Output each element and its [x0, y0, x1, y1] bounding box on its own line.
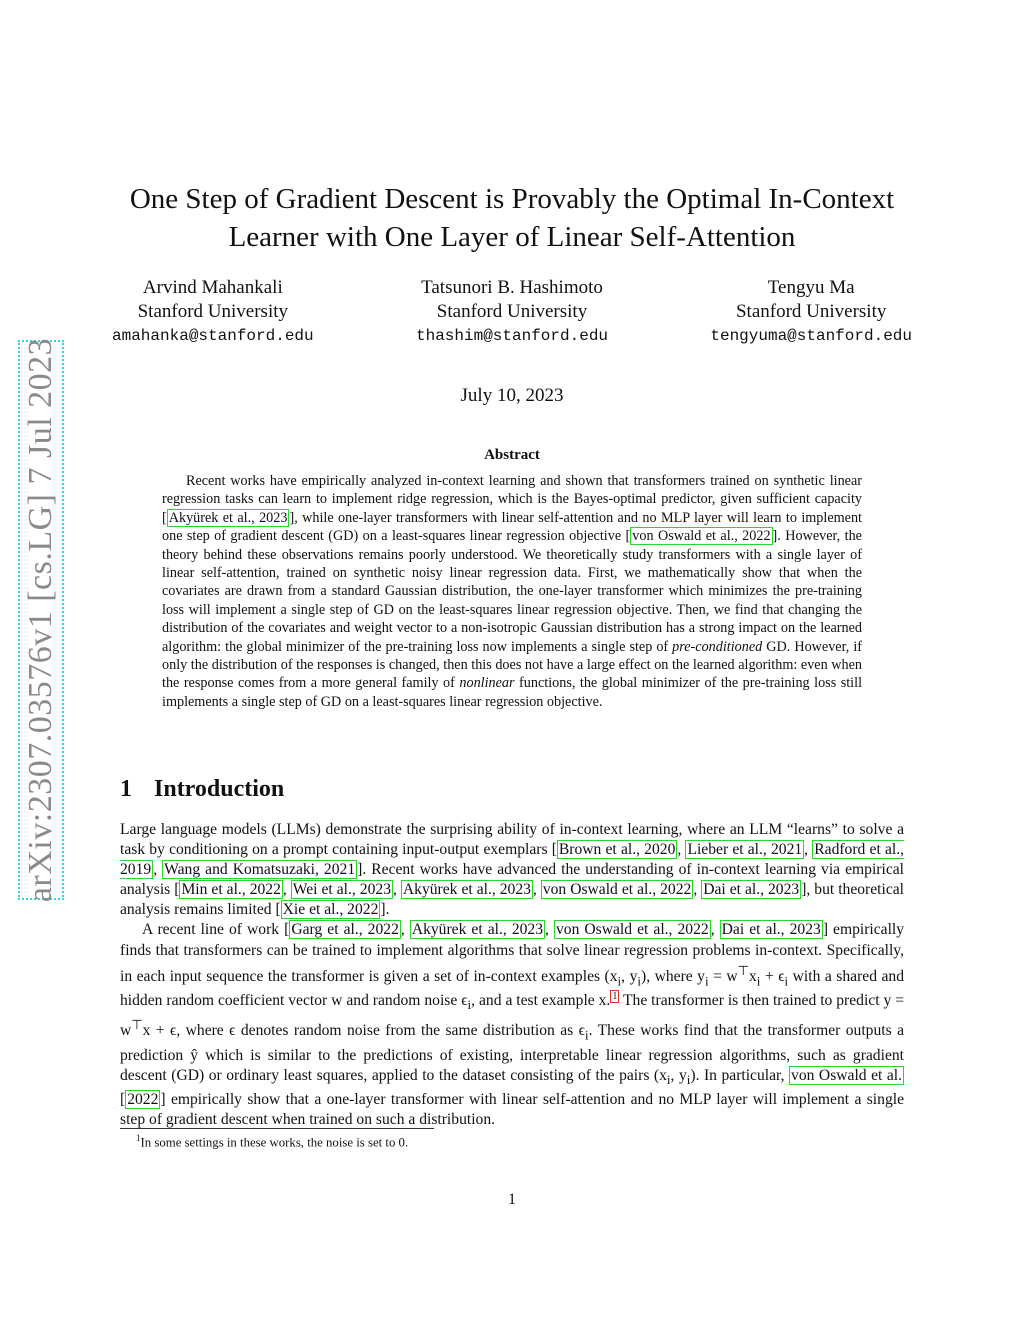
abstract-text: GD. However, if only the distribution of the responses is changed, then this does not have a large effect on the learned algorithm: even when the response comes from a more general family of: [162, 638, 862, 692]
text: ]. Recent works have advanced the understanding of in-context learning via empirical analysis [: [120, 861, 905, 899]
citation-link[interactable]: Akyürek et al., 2023: [402, 881, 531, 899]
abstract-text: ]. However, the theory behind these observations remains poorly understood. We theoretically study transformers with a single layer of linear self-attention, trained on synthetic noisy linear regression data. First, we mathematically show that when the covariates are drawn from a standard Gaussian distribution, the one-layer transformer which minimizes the pre-training loss will implement a single step of GD on the least-squares linear regression objective. Then, we find that changing the distribution of the covariates and weight vector to a non-isotropic Gaussian distribution has a strong impact on the learned algorithm: the global minimizer of the pre-training loss now implements a single step of: [162, 528, 862, 655]
math-superscript: ⊤: [737, 962, 749, 978]
author-block: [112, 276, 912, 348]
abstract-text: functions, the global minimizer of the pre-training loss still implements a single step of GD on a least-squares linear regression objective.: [162, 675, 863, 710]
author-name: Arvind Mahankali: [142, 277, 283, 298]
citation-link[interactable]: Min et al., 2022: [181, 881, 281, 899]
math-subscript: i: [584, 1027, 589, 1043]
math-subscript: i: [666, 1071, 671, 1087]
footnote-divider: [120, 1128, 434, 1129]
title-line-2: Learner with One Layer of Linear Self-Attention: [228, 221, 796, 253]
publication-date: July 10, 2023: [460, 385, 564, 406]
citation-link[interactable]: Wang and Komatsuzaki, 2021: [164, 861, 356, 879]
math-subscript: i: [756, 972, 761, 988]
text: ], but theoretical analysis remains limited [: [120, 881, 904, 919]
math-subscript: i: [784, 972, 789, 988]
text: empirically show that a one-layer transformer with linear self-attention and no MLP layer will implement a single step of gradient descent when trained on such a distribution.: [120, 1090, 904, 1129]
introduction-body: [120, 820, 904, 1130]
text: ), where y: [641, 967, 705, 985]
citation-link[interactable]: von Oswald et al., 2022: [542, 881, 692, 899]
section-number: 1: [120, 776, 132, 802]
author-email[interactable]: tengyuma@stanford.edu: [710, 327, 912, 345]
text: + ϵ: [760, 967, 785, 985]
abstract-text: ], while one-layer transformers with linear self-attention and no MLP layer will learn to implement one step of gradient descent (GD) on a least-squares linear regression objective [: [162, 509, 862, 545]
page-number: 1: [508, 1191, 516, 1208]
math-subscript: i: [704, 972, 709, 988]
math-subscript: i: [686, 1071, 691, 1087]
footnote-text: In some settings in these works, the noise is set to 0.: [140, 1135, 409, 1150]
citation-link[interactable]: Dai et al., 2023: [703, 881, 800, 899]
text: = w: [708, 967, 738, 985]
citation-link[interactable]: Xie et al., 2022: [282, 901, 379, 919]
text: , y: [621, 967, 638, 985]
arxiv-stamp-text: arXiv:2307.03576v1 [cs.LG] 7 Jul 2023: [22, 337, 59, 903]
text: ] empirically finds that transformers can be trained to implement algorithms that solve linear regression problems in-context. Specifically, in each input sequence the transformer is given a set of in-context examples (x: [120, 921, 905, 985]
text: , y: [670, 1066, 687, 1084]
abstract-text: Recent works have empirically analyzed in-context learning and shown that transformers trained on synthetic linear regression tasks can learn to implement ridge regression, which is the Bayes-optimal predictor, given sufficient capacity [: [162, 473, 862, 526]
math-subscript: i: [637, 972, 641, 988]
section-heading: [120, 776, 284, 803]
citation-link[interactable]: von Oswald et al., 2022: [632, 528, 771, 545]
text: ].: [380, 901, 390, 919]
abstract-emphasis: nonlinear: [459, 675, 515, 692]
math-superscript: ⊤: [131, 1017, 143, 1033]
citation-link[interactable]: Garg et al., 2022: [291, 921, 399, 939]
author-name: Tengyu Ma: [767, 277, 855, 298]
abstract-emphasis: pre-conditioned: [672, 638, 763, 655]
author-affiliation: Stanford University: [735, 301, 887, 322]
citation-link[interactable]: Lieber et al., 2021: [687, 841, 803, 859]
citation-link[interactable]: Radford et al., 2019: [120, 841, 905, 879]
paper-title: [112, 180, 912, 256]
title-line-1: One Step of Gradient Descent is Provably the Optimal In-Context: [129, 183, 895, 215]
citation-link[interactable]: 2022: [127, 1090, 159, 1108]
math-subscript: i: [467, 997, 472, 1013]
text: x + ϵ, where ϵ denotes random noise from the same distribution as ϵ: [142, 1022, 585, 1040]
math-subscript: i: [617, 972, 622, 988]
abstract-heading: Abstract: [484, 447, 540, 463]
text: . These works find that the transformer outputs a prediction ŷ which is similar to the predictions of existing, interpretable linear regression algorithms, such as gradient descent (GD) or ordinary least squares, applied to the dataset consisting of the pairs (x: [120, 1022, 904, 1084]
paragraph: A recent line of work [ Garg et al., 2022 , Akyürek et al., 2023 , von Oswald et al., 2022 , Dai et al., 2023 ] empirically finds that transformers can be trained to implement algorithms that solve linear regression problems in-context. Specifically, in each input sequence the transformer is given a set of in-context examples ($x_i$, $y_i$), where $y_i = w^⊤x_i + \epsilon_i$ with a shared and hidden random coefficient vector w and random noise $\epsilon_i$, and a test example x. $^1$ The transformer is then trained to predict y = w⊤x + ϵ, where ϵ denotes random noise from the same distribution as $\epsilon_i$. These works find that the transformer outputs a prediction ŷ which is similar to the predictions of existing, interpretable linear regression algorithms, such as gradient descent (GD) or ordinary least squares, applied to the dataset consisting of the pairs ($x_i$, $y_i$). In particular, von Oswald et al. [ 2022 ] empirically show that a one-layer transformer with linear self-attention and no MLP layer will implement a single step of gradient descent when trained on such a distribution.: [120, 921, 905, 1129]
arxiv-stamp: [18, 337, 64, 903]
author-affiliation: Stanford University: [137, 301, 289, 322]
paragraph: Large language models (LLMs) demonstrate the surprising ability of in-context learning, where an LLM “learns” to solve a task by conditioning on a prompt containing input-output exemplars [ Brown et al., 2020 , Lieber et al., 2021 , Radford et al., 2019 , Wang and Komatsuzaki, 2021 ]. Recent works have advanced the understanding of in-context learning via empirical analysis [ Min et al., 2022 , Wei et al., 2023 , Akyürek et al., 2023 , von Oswald et al., 2022 , Dai et al., 2023 ], but theoretical analysis remains limited [ Xie et al., 2022 ].: [120, 821, 905, 919]
citation-link[interactable]: von Oswald et al.: [791, 1066, 903, 1084]
author-2: [416, 276, 608, 348]
footnote: [136, 1133, 408, 1150]
citation-link[interactable]: Wei et al., 2023: [292, 881, 391, 899]
text: , and a test example x.: [471, 992, 611, 1010]
abstract-body: [162, 472, 862, 711]
author-1: [112, 276, 314, 348]
citation-link[interactable]: von Oswald et al., 2022: [555, 921, 709, 939]
author-name: Tatsunori B. Hashimoto: [421, 277, 603, 298]
author-3: [710, 276, 912, 348]
author-email[interactable]: amahanka@stanford.edu: [112, 327, 314, 345]
section-title: Introduction: [154, 776, 285, 802]
author-affiliation: Stanford University: [436, 301, 588, 322]
text: ). In particular,: [690, 1066, 790, 1084]
text: Large language models (LLMs) demonstrate the surprising ability of in-context learning, where an LLM “learns” to solve a task by conditioning on a prompt containing input-output exemplars [: [120, 821, 904, 859]
citation-link[interactable]: Dai et al., 2023: [721, 921, 821, 939]
text: x: [749, 967, 757, 985]
citation-link[interactable]: Akyürek et al., 2023: [168, 509, 288, 526]
citation-link[interactable]: Brown et al., 2020: [558, 841, 676, 859]
citation-link[interactable]: Akyürek et al., 2023: [411, 921, 544, 939]
footnote-marker[interactable]: 1: [612, 990, 618, 1002]
footnote-number: 1: [136, 1133, 141, 1143]
text: The transformer is then trained to predict y = w: [120, 992, 905, 1040]
text: with a shared and hidden random coefficient vector w and random noise ϵ: [120, 967, 905, 1010]
text: A recent line of work [: [142, 921, 290, 939]
author-email[interactable]: thashim@stanford.edu: [415, 327, 609, 345]
